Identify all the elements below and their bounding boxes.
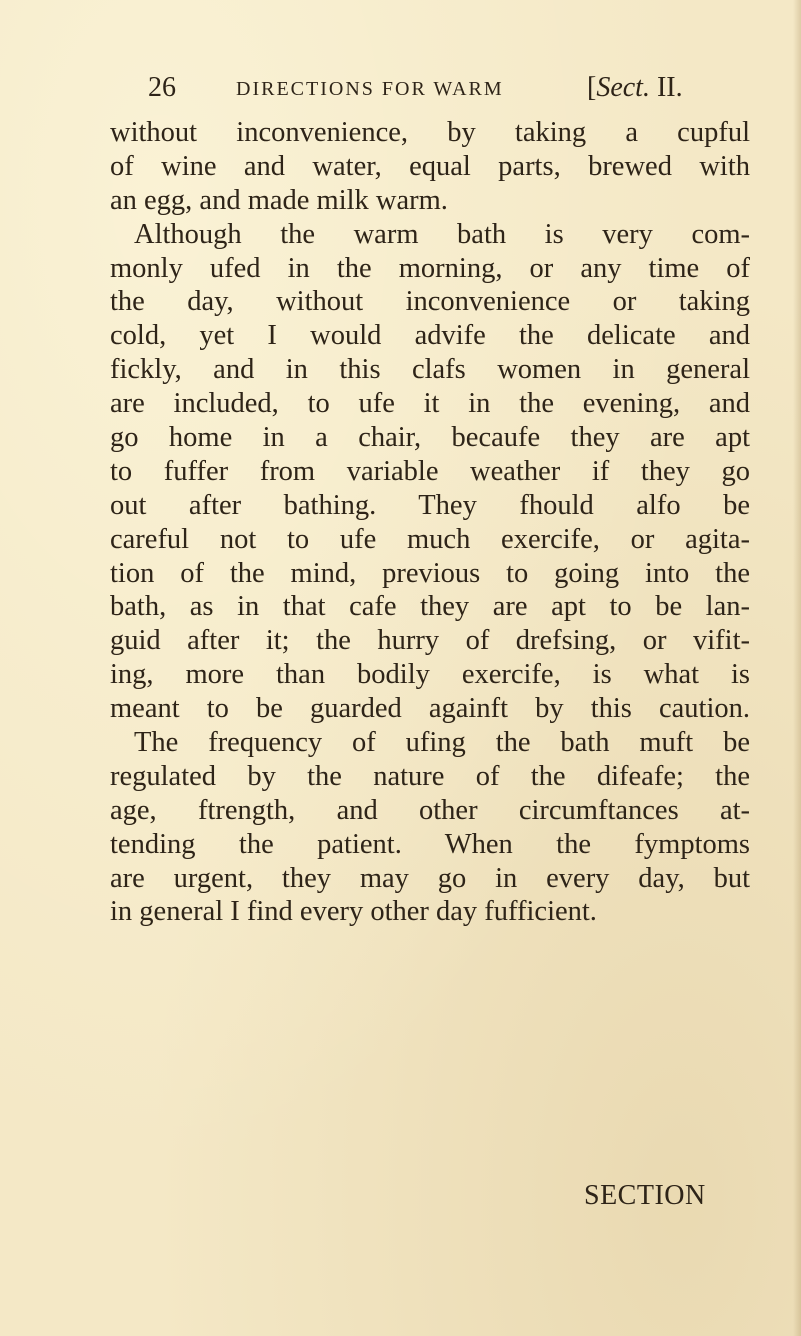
text-line: monly ufed in the morning, or any time of: [110, 252, 750, 284]
text-line: are urgent, they may go in every day, but: [110, 862, 750, 894]
page-number: 26: [148, 72, 176, 103]
text-line: bath, as in that cafe they are apt to be lan-: [110, 591, 750, 623]
text-line: without inconvenience, by taking a cupful: [110, 117, 750, 148]
text-line: an egg, and made milk warm.: [110, 184, 448, 216]
text-line: guid after it; the hurry of drefsing, or vifit-: [110, 625, 750, 657]
running-head: [144, 72, 764, 112]
text-line: ing, more than bodily exercife, is what is: [110, 659, 750, 691]
section-reference: [587, 72, 683, 104]
text-line: regulated by the nature of the difeafe; the: [110, 760, 750, 792]
text-line: tending the patient. When the fymptoms: [110, 828, 750, 860]
running-title: DIRECTIONS FOR WARM: [236, 78, 504, 100]
catchword: SECTION: [584, 1180, 706, 1211]
text-line: cold, yet I would advife the delicate and: [110, 320, 750, 352]
text-line: are included, to ufe it in the evening, and: [110, 388, 750, 420]
text-line: the day, without inconvenience or taking: [110, 286, 750, 318]
body-text: [110, 116, 750, 929]
text-line: careful not to ufe much exercife, or agita-: [110, 523, 750, 555]
text-line: Although the warm bath is very com-: [134, 218, 750, 250]
section-label: Sect.: [596, 72, 650, 103]
section-bracket: [: [587, 72, 597, 103]
text-line: out after bathing. They fhould alfo be: [110, 489, 750, 521]
text-line: fickly, and in this clafs women in general: [110, 354, 750, 386]
page-edge-shadow: [793, 0, 801, 1336]
text-line: The frequency of ufing the bath muft be: [134, 727, 750, 759]
text-line: age, ftrength, and other circumftances at-: [110, 794, 750, 826]
text-line: tion of the mind, previous to going into the: [110, 557, 750, 589]
text-line: meant to be guarded againft by this caution.: [110, 693, 750, 725]
text-line: in general I find every other day fufficient.: [110, 896, 597, 928]
text-line: to fuffer from variable weather if they go: [110, 455, 750, 487]
text-line: of wine and water, equal parts, brewed with: [110, 150, 750, 182]
text-line: go home in a chair, becaufe they are apt: [110, 422, 750, 454]
section-number: II.: [649, 72, 683, 103]
